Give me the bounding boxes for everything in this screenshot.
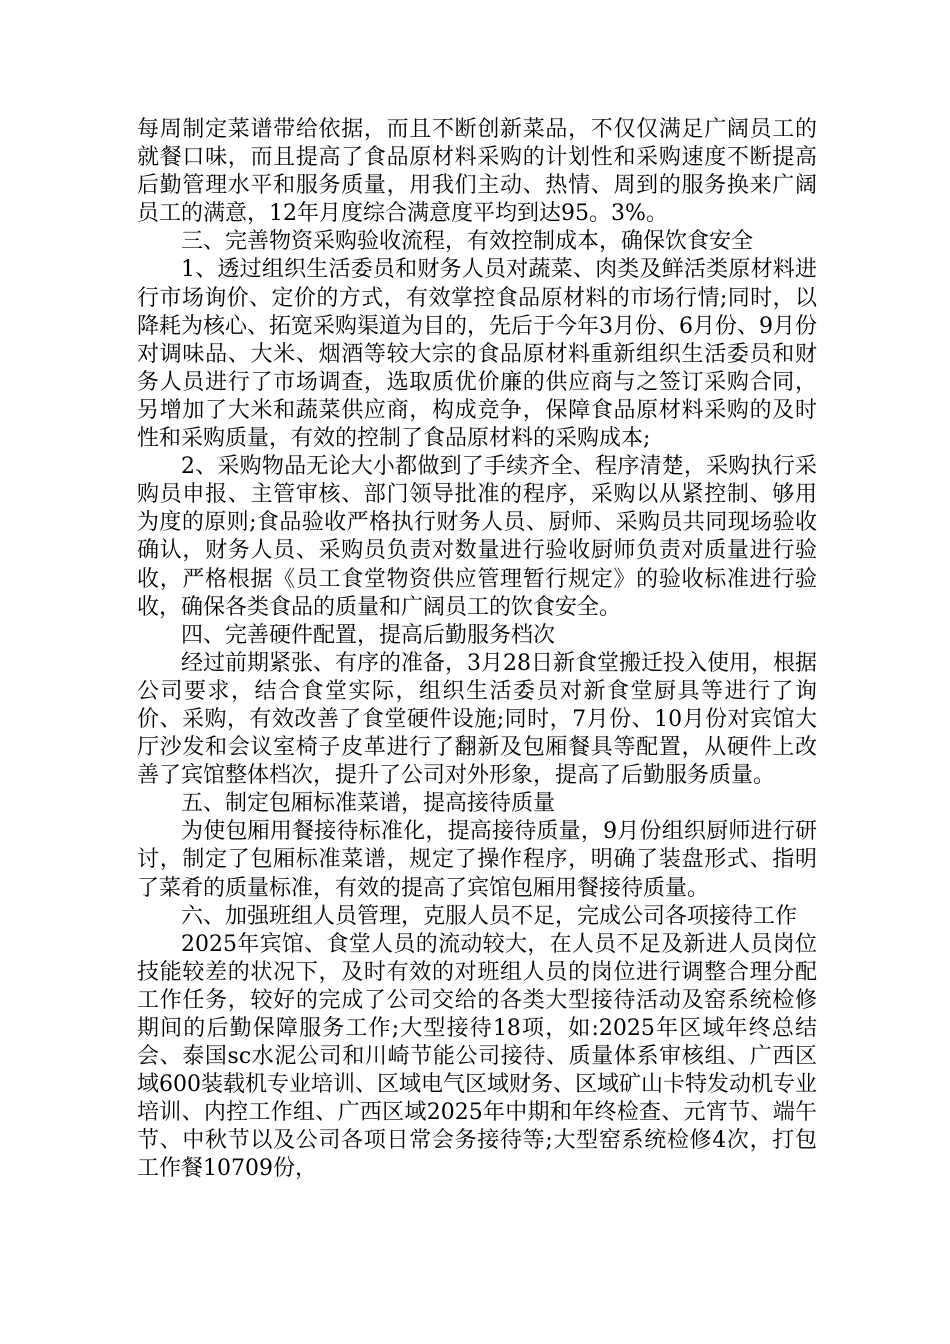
section-heading: 四、完善硬件配置，提高后勤服务档次	[181, 622, 556, 648]
body-paragraph: 为使包厢用餐接待标准化，提高接待质量，9月份组织厨师进行研讨，制定了包厢标准菜谱，规定了操作程序，明确了装盘形式、指明了菜肴的质量标准，有效的提高了宾馆包厢用餐接待质量。	[137, 819, 817, 901]
body-paragraph: 每周制定菜谱带给依据，而且不断创新菜品，不仅仅满足广阔员工的就餐口味，而且提高了食品原材料采购的计划性和采购速度不断提高后勤管理水平和服务质量，用我们主动、热情、周到的服务换来广阔员工的满意，12年月度综合满意度平均到达95。3%。	[137, 117, 817, 227]
section-heading: 五、制定包厢标准菜谱，提高接待质量	[181, 791, 556, 817]
body-paragraph: 经过前期紧张、有序的准备，3月28日新食堂搬迁投入使用，根据公司要求，结合食堂实际，组织生活委员对新食堂厨具等进行了询价、采购，有效改善了食堂硬件设施;同时，7月份、10月份对宾馆大厅沙发和会议室椅子皮革进行了翻新及包厢餐具等配置，从硬件上改善了宾馆整体档次，提升了公司对外形象，提高了后勤服务质量。	[137, 650, 817, 789]
section-heading: 六、加强班组人员管理，克服人员不足，完成公司各项接待工作	[181, 903, 798, 929]
body-paragraph: 1、透过组织生活委员和财务人员对蔬菜、肉类及鲜活类原材料进行市场询价、定价的方式，有效掌控食品原材料的市场行情;同时，以降耗为核心、拓宽采购渠道为目的，先后于今年3月份、6月份、9月份对调味品、大米、烟酒等较大宗的食品原材料重新组织生活委员和财务人员进行了市场调查，选取质优价廉的供应商与之签订采购合同，另增加了大米和蔬菜供应商，构成竞争，保障食品原材料采购的及时性和采购质量，有效的控制了食品原材料的采购成本;	[137, 257, 817, 452]
document-page	[137, 116, 817, 1184]
body-paragraph: 2025年宾馆、食堂人员的流动较大，在人员不足及新进人员岗位技能较差的状况下，及时有效的对班组人员的岗位进行调整合理分配工作任务，较好的完成了公司交给的各类大型接待活动及窑系统检修期间的后勤保障服务工作;大型接待18项，如:2025年区域年终总结会、泰国sc水泥公司和川崎节能公司接待、质量体系审核组、广西区域600装载机专业培训、区域电气区域财务、区域矿山卡特发动机专业培训、内控工作组、广西区域2025年中期和年终检查、元宵节、端午节、中秋节以及公司各项日常会务接待等;大型窑系统检修4次，打包工作餐10709份，	[137, 931, 817, 1182]
section-heading: 三、完善物资采购验收流程，有效控制成本，确保饮食安全	[181, 229, 754, 255]
body-paragraph: 2、采购物品无论大小都做到了手续齐全、程序清楚，采购执行采购员申报、主管审核、部门领导批准的程序，采购以从紧控制、够用为度的原则;食品验收严格执行财务人员、厨师、采购员共同现场验收确认，财务人员、采购员负责对数量进行验收厨师负责对质量进行验收，严格根据《员工食堂物资供应管理暂行规定》的验收标准进行验收，确保各类食品的质量和广阔员工的饮食安全。	[137, 454, 817, 620]
